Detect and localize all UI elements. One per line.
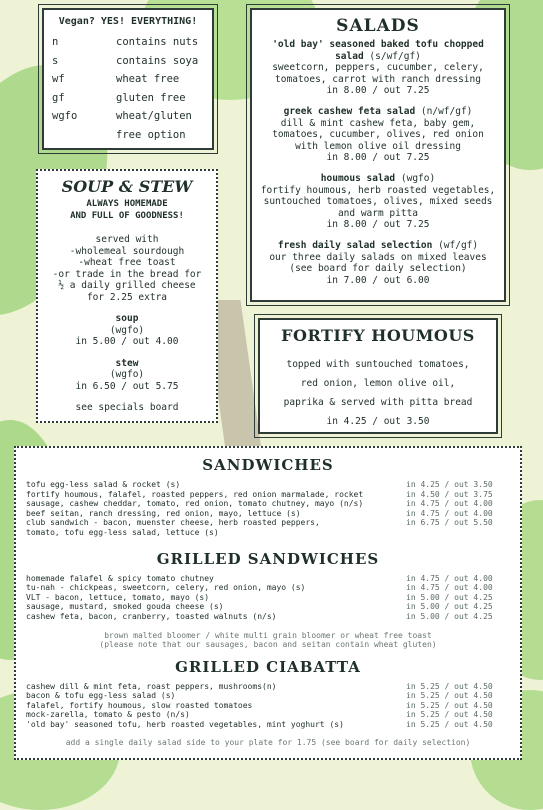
menu-tag: (n/s) [339,499,364,509]
salad-price: in 8.00 / out 7.25 [326,219,430,231]
menu-desc: beef seitan, ranch dressing, red onion, mayo, lettuce [26,508,282,518]
menu-tag: (s) [290,583,306,593]
menu-price: in 5.00 / out 4.25 [406,592,493,602]
legend-meaning: gluten free [116,91,186,104]
legend-row [52,107,204,126]
menu-tag: (s) [329,719,344,729]
menu-price: in 6.75 / out 5.50 [406,518,493,528]
salad-tag: (n/wf/gf) [420,105,473,117]
soup-subtitle: AND FULL OF GOODNESS! [70,211,184,221]
menu-row [26,518,510,528]
menu-desc: cashew feta, bacon, cranberry, toasted walnuts [26,611,248,621]
legend-meaning: contains nuts [116,36,199,48]
legend-meaning: contains soya [116,54,199,67]
legend-meaning: free option [116,128,186,141]
menu-desc: sausage, cashew cheddar, tomato, red onion, tomato chutney, mayo [26,499,335,509]
menu-row [26,509,510,519]
salad-item [260,39,496,97]
menu-desc: cashew dill & mint feta, roast peppers, mushrooms [26,681,263,691]
stew-price: in 6.50 / out 5.75 [75,380,179,392]
legend-code: wf [52,73,65,85]
stew-name: stew [115,357,139,369]
salad-tag: (s/wf/gf) [369,50,421,62]
salad-tag: (wf/gf) [438,239,479,251]
dietary-legend [42,8,214,150]
menu-tag: (n) [262,681,277,691]
menu-row [26,574,510,584]
houmous-line: topped with suntouched tomatoes, [286,359,470,370]
soup-stew-title: SOUP & STEW [61,177,193,196]
menu-desc: fortify houmous, falafel, roasted peppers, red onion marmalade, rocket [26,489,364,499]
menu-desc: falafel, fortify houmous, slow roasted tomatoes [26,700,253,710]
menu-desc: club sandwich - bacon, muenster cheese, herb roasted peppers, [26,518,320,528]
houmous-line: red onion, lemon olive oil, [300,378,456,389]
menu-desc: bacon & tofu egg-less salad [26,691,157,701]
menu-price: in 5.25 / out 4.50 [406,710,493,720]
salad-tag: (wgfo) [400,172,436,184]
menu-price: in 5.25 / out 4.50 [406,700,493,710]
salad-name: greek cashew feta salad [283,105,416,117]
menu-price: in 4.75 / out 4.00 [406,573,493,583]
soup-item [46,313,208,348]
salad-item [260,173,496,231]
menu-desc: mock-zarella, tomato & pesto [26,710,161,720]
menu-price: in 5.00 / out 4.25 [406,611,493,621]
legend-row [52,126,204,145]
soup-price: in 5.00 / out 4.00 [75,336,179,347]
menu-row [26,490,510,500]
served-line: -or trade in the bread for [52,268,202,280]
soup-stew-section [36,169,218,423]
legend-code: wgfo [52,110,78,122]
menu-price [406,528,510,538]
menu-row [26,720,510,730]
served-with [46,234,208,303]
menu-row [26,682,510,692]
menu-row [26,593,510,603]
menu-row [26,691,510,701]
salad-desc: our three daily salads on mixed leaves (see board for daily selection) [269,251,487,275]
served-line: -wholemeal sourdough [69,245,185,257]
legend-row [52,52,204,71]
legend-row [52,70,204,89]
salads-section [250,8,506,302]
served-line: for 2.25 extra [86,291,168,303]
legend-code [52,126,116,145]
menu-price: in 5.00 / out 4.25 [406,602,493,612]
stew-tag: (wgfo) [109,369,145,380]
sandwiches-panel [14,446,522,760]
menu-tag: (n/s) [252,611,277,621]
houmous-price: in 4.25 / out 3.50 [326,416,430,427]
salads-title: SALADS [336,16,420,36]
sandwiches-title: SANDWICHES [202,456,334,474]
legend-meaning: wheat free [116,73,180,85]
soup-subtitle: ALWAYS HOMEMADE [86,199,168,209]
salad-name: fresh daily salad selection [277,239,433,251]
grilled-sandwiches-title: GRILLED SANDWICHES [156,549,380,568]
salad-name: 'old bay' seasoned baked tofu chopped salad [272,39,484,62]
menu-row [26,701,510,711]
menu-tag: (s) [209,602,224,612]
served-line: ½ a daily grilled cheese [58,280,196,291]
salad-price: in 8.00 / out 7.25 [326,152,430,164]
soup-tag: (wgfo) [109,324,145,336]
menu-tag: (s) [204,527,219,537]
legend-code: s [52,54,59,67]
bread-note: brown malted bloomer / white multi grain bloomer or wheat free toast [104,630,432,640]
salad-desc: dill & mint cashew feta, baby gem, tomatoes, cucumber, olives, red onion with lemon olive oil dressing [272,117,484,152]
legend-row [52,89,204,108]
legend-code: gf [52,91,65,104]
served-line: served with [95,234,159,245]
menu-price: in 5.25 / out 4.50 [406,691,493,701]
salad-item [260,240,496,286]
salad-price: in 7.00 / out 6.00 [326,274,430,286]
menu-desc: homemade falafel & spicy tomato chutney [26,573,214,583]
menu-row [26,612,510,622]
salad-side-note: add a single daily salad side to your plate for 1.75 (see board for daily selection) [65,737,471,747]
menu-desc: tofu egg-less salad & rocket [26,480,161,489]
legend-row [52,33,204,52]
houmous-title: FORTIFY HOUMOUS [281,326,475,345]
menu-desc: tu-nah - chickpeas, sweetcorn, celery, red onion, mayo [26,583,287,593]
menu-tag: (s) [165,480,181,489]
houmous-section [258,318,498,434]
menu-price: in 4.25 / out 3.50 [406,480,493,489]
salad-item [260,106,496,164]
houmous-line: paprika & served with pitta bread [283,397,473,408]
menu-row [26,710,510,720]
legend-title: Vegan? YES! EVERYTHING! [58,16,198,27]
menu-desc: 'old bay' seasoned tofu, herb roasted vegetables, mint yoghurt [26,719,325,729]
salad-name: houmous salad [320,172,396,184]
menu-price: in 4.75 / out 4.00 [406,583,493,593]
menu-price: in 4.50 / out 3.75 [406,489,493,499]
salad-desc: fortify houmous, herb roasted vegetables, suntouched tomatoes, olives, mixed seeds and warm pitta [260,184,496,219]
salad-desc: sweetcorn, peppers, cucumber, celery, tomatoes, carrot with ranch dressing [272,62,484,85]
salad-price: in 8.00 / out 7.25 [326,85,430,97]
menu-price: in 5.25 / out 4.50 [406,681,493,691]
grilled-ciabatta-title: GRILLED CIABATTA [175,657,361,676]
menu-desc: VLT - bacon, lettuce, tomato, mayo [26,592,190,602]
legend-code: n [52,36,59,48]
menu-row [26,528,510,538]
stew-item [46,358,208,393]
menu-price: in 4.75 / out 4.00 [406,508,493,518]
menu-row [26,602,510,612]
menu-tag: (s) [286,508,301,518]
legend-meaning: wheat/gluten [116,110,192,122]
menu-tag: (s) [194,592,210,602]
menu-tag: (s) [160,691,176,701]
menu-desc: tomato, tofu egg-less salad, lettuce [26,527,200,537]
menu-row [26,583,510,593]
menu-row [26,480,510,490]
menu-price: in 5.25 / out 4.50 [406,719,493,729]
specials-note: see specials board [75,402,179,413]
menu-desc: sausage, mustard, smoked gouda cheese [26,602,205,612]
menu-tag: (n/s) [165,710,190,720]
gluten-note: (please note that our sausages, bacon and seitan contain wheat gluten) [99,640,437,650]
served-line: -wheat free toast [78,257,176,268]
soup-name: soup [115,313,139,324]
menu-price: in 4.75 / out 4.00 [406,499,493,509]
menu-row [26,499,510,509]
